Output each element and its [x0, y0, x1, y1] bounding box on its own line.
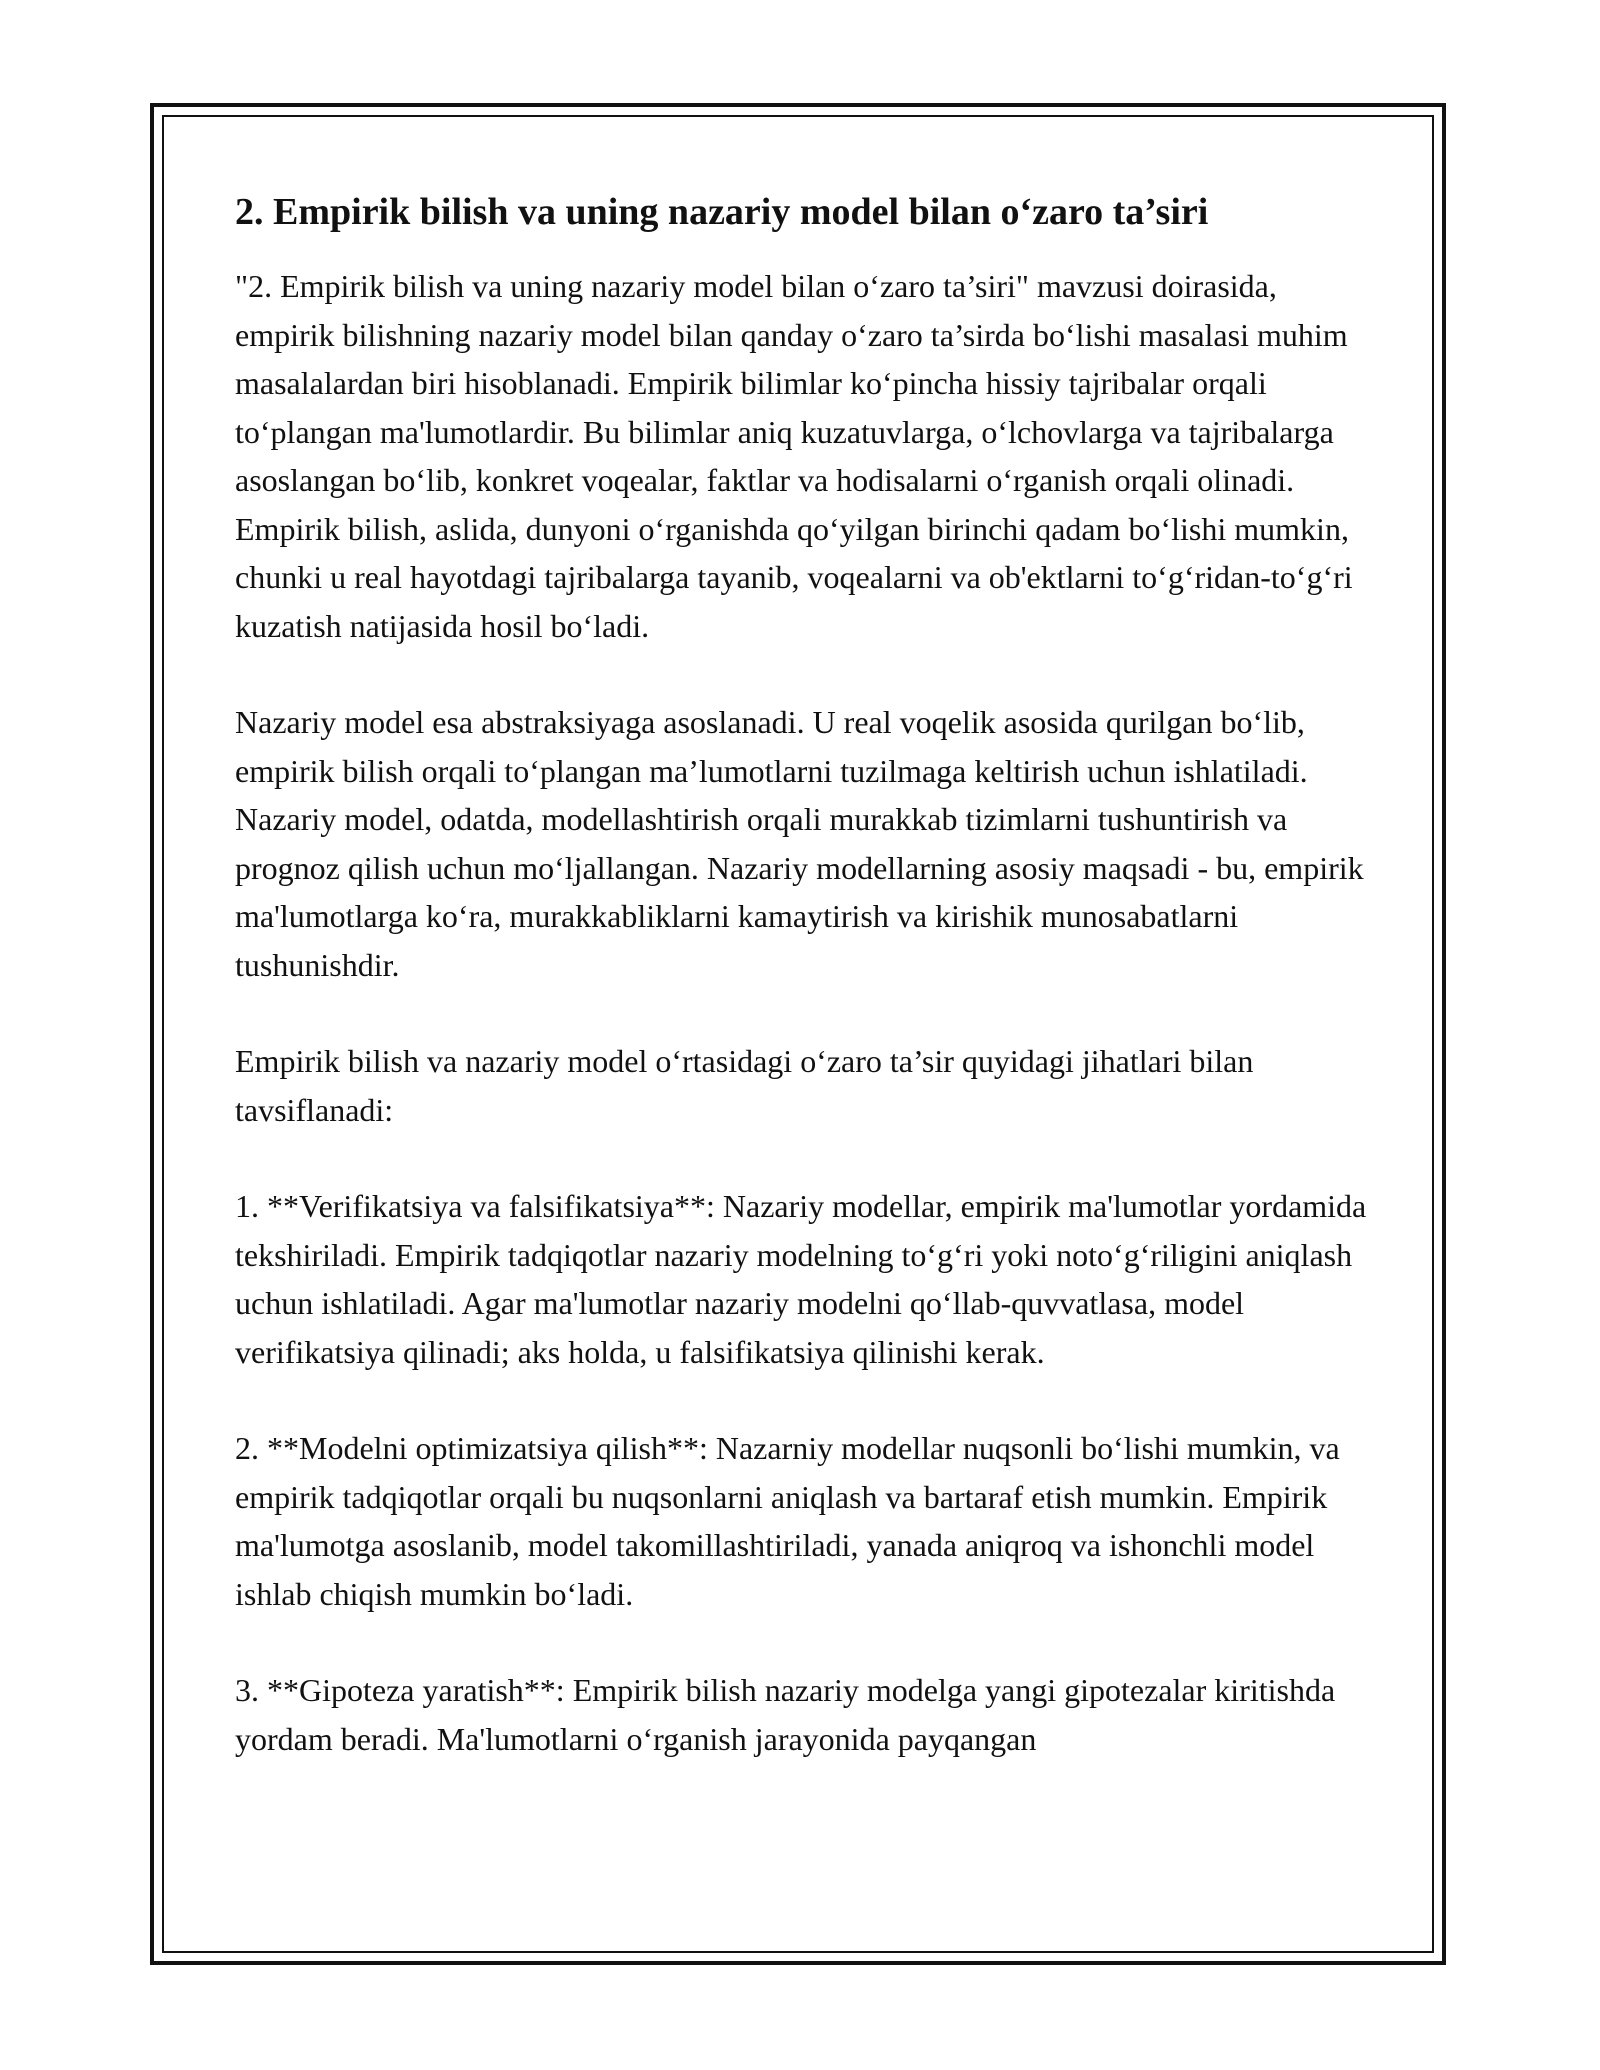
list-item-hypothesis: 3. **Gipoteza yaratish**: Empirik bilish nazariy modelga yangi gipotezalar kiritishda yordam beradi. Ma'lumotlarni o‘rganish jarayonida payqangan [235, 1672, 1336, 1757]
document-body [235, 188, 1375, 1811]
paragraph-theoretical-model: Nazariy model esa abstraksiyaga asoslanadi. U real voqelik asosida qurilgan bo‘lib, empirik bilish orqali to‘plangan ma’lumotlarni tuzilmaga keltirish uchun ishlatiladi. Nazariy model, odatda, modellashtirish orqali murakkab tizimlarni tushuntirish va prognoz qilish uchun mo‘ljallangan. Nazariy modellarning asosiy maqsadi - bu, empirik ma'lumotlarga ko‘ra, murakkabliklarni kamaytirish va kirishik munosabatlarni tushunishdir. [235, 704, 1364, 983]
paragraph-intro: "2. Empirik bilish va uning nazariy model bilan o‘zaro ta’siri" mavzusi doirasida, empirik bilishning nazariy model bilan qanday o‘zaro ta’sirda bo‘lishi masalasi muhim masalalardan biri hisoblanadi. Empirik bilimlar ko‘pincha hissiy tajribalar orqali to‘plangan ma'lumotlardir. Bu bilimlar aniq kuzatuvlarga, o‘lchovlarga va tajribalarga asoslangan bo‘lib, konkret voqealar, faktlar va hodisalarni o‘rganish orqali olinadi. Empirik bilish, aslida, dunyoni o‘rganishda qo‘yilgan birinchi qadam bo‘lishi mumkin, chunki u real hayotdagi tajribalarga tayanib, voqealarni va ob'ektlarni to‘g‘ridan-to‘g‘ri kuzatish natijasida hosil bo‘ladi. [235, 268, 1353, 644]
paragraph-interaction-aspects: Empirik bilish va nazariy model o‘rtasidagi o‘zaro ta’sir quyidagi jihatlari bilan tavsiflanadi: [235, 1043, 1254, 1128]
document-title: 2. Empirik bilish va uning nazariy model bilan o‘zaro ta’siri [235, 191, 1209, 233]
list-item-optimization: 2. **Modelni optimizatsiya qilish**: Nazarniy modellar nuqsonli bo‘lishi mumkin, va empirik tadqiqotlar orqali bu nuqsonlarni aniqlash va bartaraf etish mumkin. Empirik ma'lumotga asoslanib, model takomillashtiriladi, yanada aniqroq va ishonchli model ishlab chiqish mumkin bo‘ladi. [235, 1430, 1340, 1612]
list-item-verification: 1. **Verifikatsiya va falsifikatsiya**: Nazariy modellar, empirik ma'lumotlar yordamida tekshiriladi. Empirik tadqiqotlar nazariy modelning to‘g‘ri yoki noto‘g‘riligini aniqlash uchun ishlatiladi. Agar ma'lumotlar nazariy modelni qo‘llab-quvvatlasa, model verifikatsiya qilinadi; aks holda, u falsifikatsiya qilinishi kerak. [235, 1188, 1367, 1370]
